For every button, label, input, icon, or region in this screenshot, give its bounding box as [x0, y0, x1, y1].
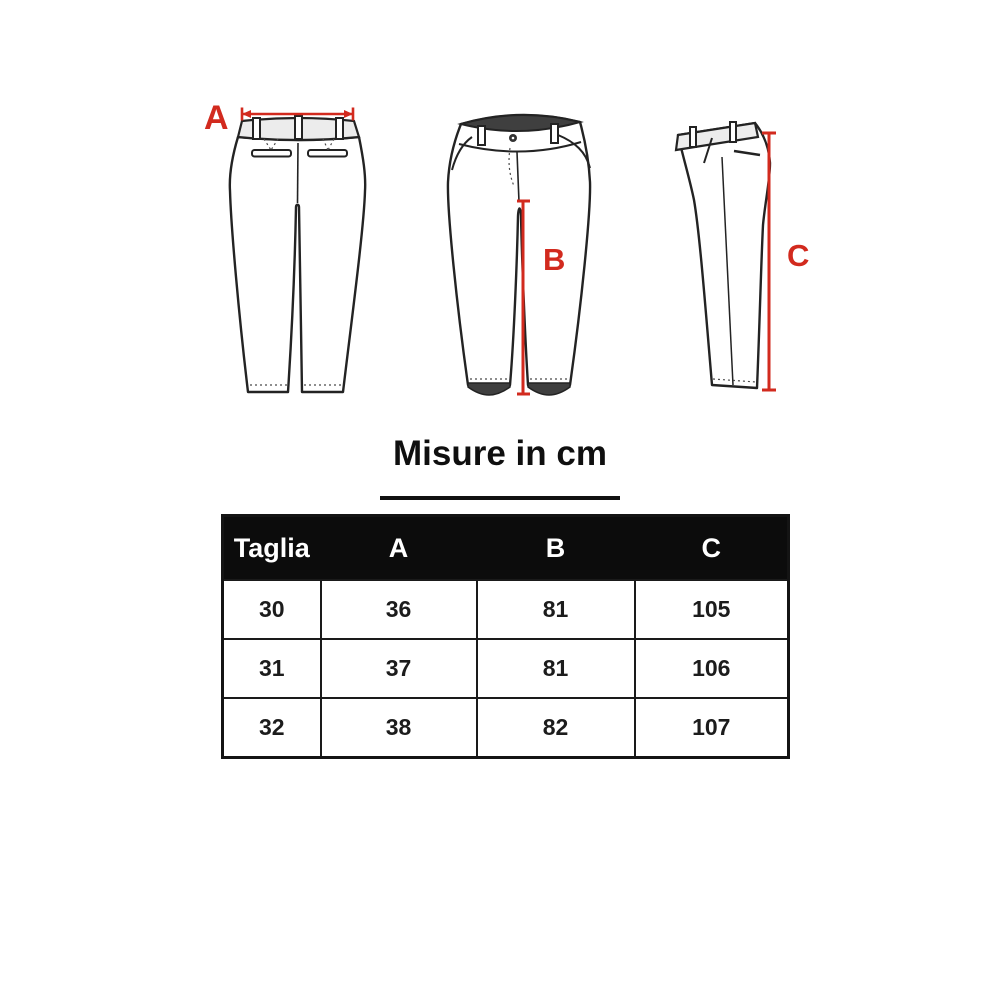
belt-loop: [551, 124, 558, 143]
cell-b: 82: [477, 698, 635, 758]
measure-label-b: B: [543, 242, 566, 277]
cell-b: 81: [477, 639, 635, 698]
cell-a: 38: [321, 698, 477, 758]
cell-taglia: 32: [223, 698, 321, 758]
table-row: [223, 639, 789, 698]
back-pocket: [308, 150, 347, 157]
pants-back-view-drawing: [195, 95, 405, 415]
page-title: Misure in cm: [393, 434, 607, 473]
header-cell-taglia: Taglia: [223, 516, 321, 581]
table-header-row: [223, 516, 789, 581]
measure-label-a: A: [204, 99, 229, 137]
table-row: [223, 580, 789, 639]
belt-loop: [478, 126, 485, 145]
title-underline: [380, 496, 620, 500]
header-cell-b: B: [477, 516, 635, 581]
cell-c: 106: [635, 639, 789, 698]
back-pocket: [252, 150, 291, 157]
cell-c: 107: [635, 698, 789, 758]
table-row: [223, 698, 789, 758]
cell-b: 81: [477, 580, 635, 639]
cell-taglia: 31: [223, 639, 321, 698]
belt-loop: [730, 122, 736, 142]
cell-a: 37: [321, 639, 477, 698]
size-table: [221, 514, 790, 759]
cell-c: 105: [635, 580, 789, 639]
cell-taglia: 30: [223, 580, 321, 639]
pants-front-view-drawing: [440, 100, 620, 410]
belt-loop: [336, 118, 343, 139]
cell-a: 36: [321, 580, 477, 639]
header-cell-c: C: [635, 516, 789, 581]
belt-loop: [253, 118, 260, 139]
measure-label-c: C: [787, 238, 810, 273]
header-cell-a: A: [321, 516, 477, 581]
belt-loop: [295, 116, 302, 139]
belt-loop: [690, 127, 696, 147]
